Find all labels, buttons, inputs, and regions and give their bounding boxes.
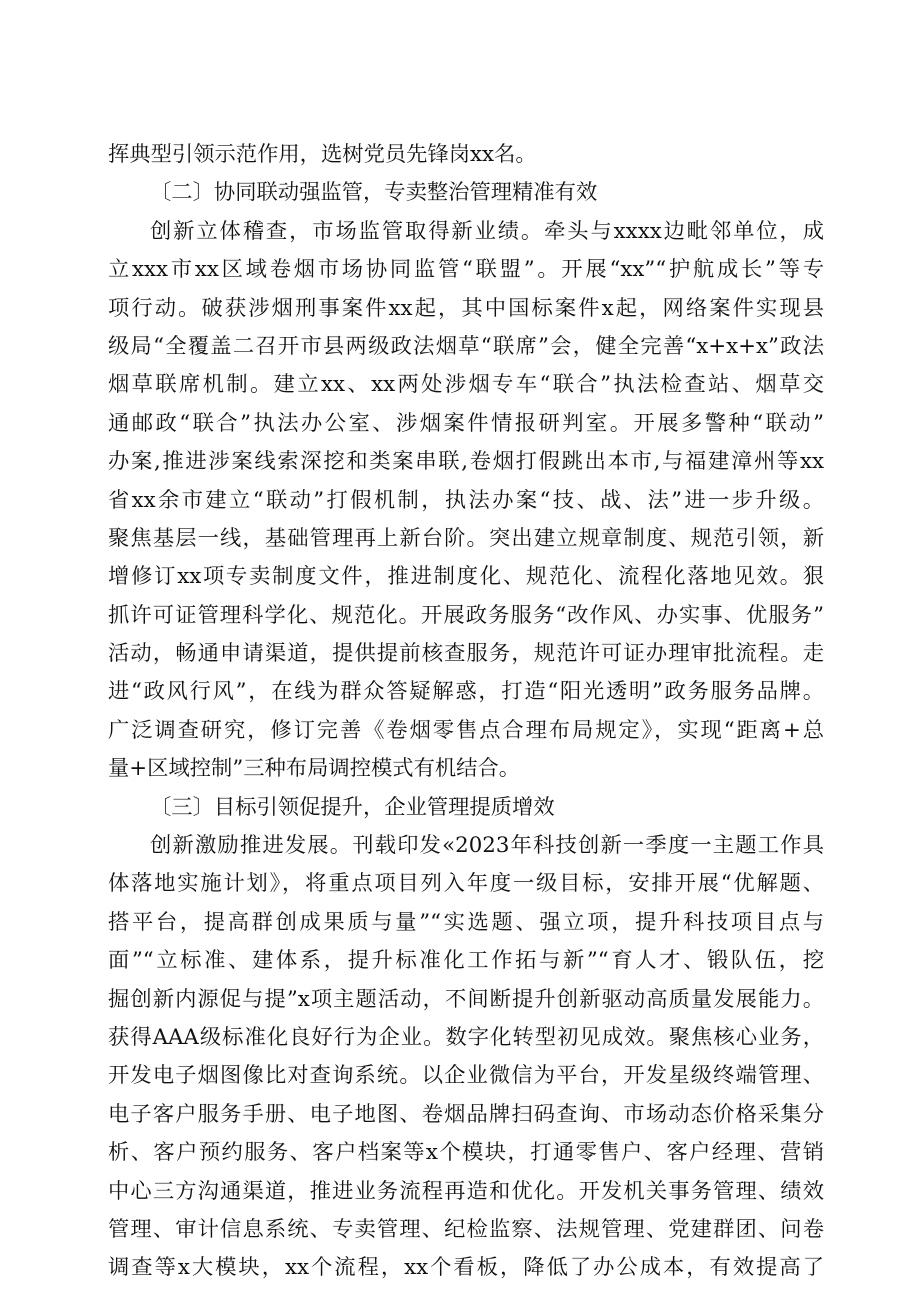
document-body — [108, 136, 824, 1288]
paragraph-line: 开发电子烟图像比对查询系统。以企业微信为平台，开发星级终端管理、 — [108, 1063, 824, 1089]
paragraph-line: 掘创新内源促与提”x项主题活动，不间断提升创新驱动高质量发展能力。 — [108, 986, 824, 1012]
paragraph-line: 面”“立标准、建体系，提升标准化工作拓与新”“育人才、锻队伍，挖 — [108, 948, 824, 974]
paragraph-line: 析、客户预约服务、客户档案等x个模块，打通零售户、客户经理、营销 — [108, 1140, 824, 1166]
paragraph-line: 项行动。破获涉烟刑事案件xx起，其中国标案件x起，网络案件实现县 — [108, 295, 824, 321]
paragraph-line: 中心三方沟通渠道，推进业务流程再造和优化。开发机关事务管理、绩效 — [108, 1178, 824, 1204]
section-heading: 〔三〕目标引领促提升，企业管理提质增效 — [150, 794, 555, 820]
paragraph-line: 电子客户服务手册、电子地图、卷烟品牌扫码查询、市场动态价格采集分 — [108, 1101, 824, 1127]
paragraph-line: 立xxx市xx区域卷烟市场协同监管“联盟”。开展“xx”“护航成长”等专 — [108, 257, 824, 283]
paragraph-line: 抓许可证管理科学化、规范化。开展政务服务“改作风、办实事、优服务” — [108, 602, 824, 628]
paragraph-line: 获得AAA级标准化良好行为企业。数字化转型初见成效。聚焦核心业务， — [108, 1024, 824, 1050]
paragraph-line: 进“政风行风”，在线为群众答疑解惑，打造“阳光透明”政务服务品牌。 — [108, 679, 824, 705]
paragraph-line: 量+区域控制”三种布局调控模式有机结合。 — [108, 756, 521, 782]
paragraph-line: 挥典型引领示范作用，选树党员先锋岗xx名。 — [108, 142, 537, 167]
paragraph-line: 办案,推进涉案线索深挖和类案串联,卷烟打假跳出本市,与福建漳州等xx — [108, 449, 824, 475]
paragraph-line: 通邮政“联合”执法办公室、涉烟案件情报研判室。开展多警种“联动” — [108, 410, 824, 436]
paragraph-line: 管理、审计信息系统、专卖管理、纪检监察、法规管理、党建群团、问卷 — [108, 1216, 824, 1242]
paragraph-line: 聚焦基层一线，基础管理再上新台阶。突出建立规章制度、规范引领，新 — [108, 525, 824, 551]
paragraph-line: 调查等x大模块，xx个流程，xx个看板，降低了办公成本，有效提高了 — [108, 1255, 824, 1281]
paragraph-line: 省xx余市建立“联动”打假机制，执法办案“技、战、法”进一步升级。 — [108, 487, 824, 513]
paragraph-line: 创新激励推进发展。刊载印发«2023年科技创新一季度一主题工作具 — [150, 833, 824, 859]
paragraph-line: 级局“全覆盖二召开市县两级政法烟草“联席”会，健全完善“x+x+x”政法 — [108, 333, 824, 359]
paragraph-line: 搭平台，提高群创成果质与量”“实选题、强立项，提升科技项目点与 — [108, 909, 824, 935]
section-heading: 〔二〕协同联动强监管，专卖整治管理精准有效 — [150, 180, 598, 206]
paragraph-line: 创新立体稽查，市场监管取得新业绩。牵头与xxxx边毗邻单位，成 — [150, 218, 824, 244]
paragraph-line: 活动，畅通申请渠道，提供提前核查服务，规范许可证办理审批流程。走 — [108, 641, 824, 667]
paragraph-line: 烟草联席机制。建立xx、xx两处涉烟专车“联合”执法检查站、烟草交 — [108, 372, 824, 398]
paragraph-line: 体落地实施计划》，将重点项目列入年度一级目标，安排开展“优解题、 — [108, 871, 824, 897]
paragraph-line: 广泛调查研究，修订完善《卷烟零售点合理布局规定》，实现“距离+总 — [108, 717, 824, 743]
paragraph-line: 增修订xx项专卖制度文件，推进制度化、规范化、流程化落地见效。狠 — [108, 564, 824, 590]
